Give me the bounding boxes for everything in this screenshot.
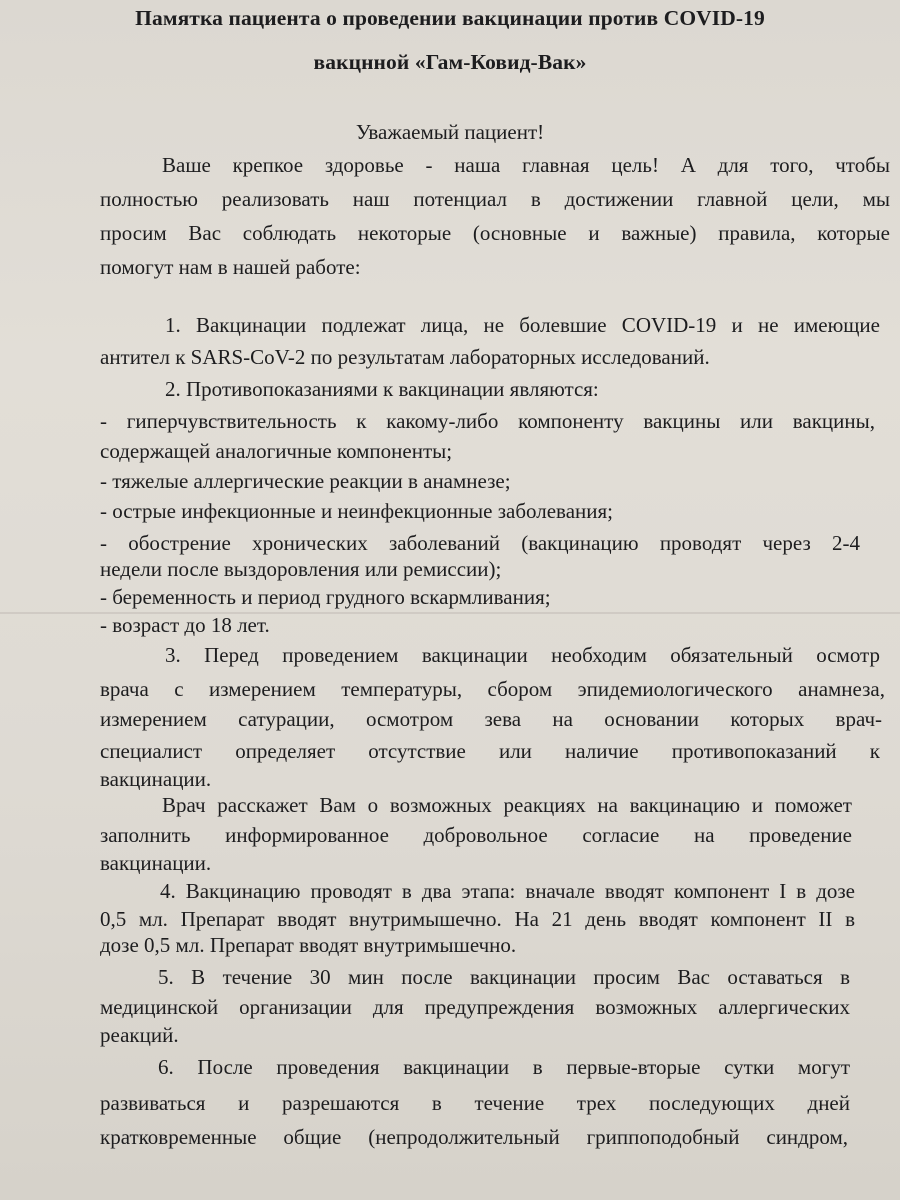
contraindication-line: содержащей аналогичные компоненты; <box>100 439 453 463</box>
item-3-line: 3. Перед проведением вакцинации необходим обязательный осмотр <box>165 643 880 667</box>
item-2-heading: 2. Противопоказаниями к вакцинации являются: <box>165 377 599 401</box>
item-1-line: антител к SARS-CoV-2 по результатам лабораторных исследований. <box>100 345 710 369</box>
doctor-line: заполнить информированное добровольное согласие на проведение <box>100 823 852 847</box>
item-4-line: 4. Вакцинацию проводят в два этапа: вначале вводят компонент I в дозе <box>160 879 855 903</box>
item-3-line: врача с измерением температуры, сбором эпидемиологического анамнеза, <box>100 677 885 701</box>
item-6-line: развиваться и разрешаются в течение трех последующих дней <box>100 1091 850 1115</box>
intro-line: помогут нам в нашей работе: <box>100 255 361 279</box>
item-6-line: кратковременные общие (непродолжительный гриппоподобный синдром, <box>100 1125 848 1149</box>
intro-line: полностью реализовать наш потенциал в достижении главной цели, мы <box>100 187 890 211</box>
item-3-line: вакцинации. <box>100 767 212 791</box>
contraindication-line: - острые инфекционные и неинфекционные заболевания; <box>100 499 613 523</box>
intro-line: Ваше крепкое здоровье - наша главная цель! А для того, чтобы <box>162 153 890 177</box>
contraindication-line: недели после выздоровления или ремиссии); <box>100 557 502 581</box>
doctor-line: вакцинации. <box>100 851 212 875</box>
contraindication-line: - тяжелые аллергические реакции в анамнезе; <box>100 469 511 493</box>
item-3-line: специалист определяет отсутствие или наличие противопоказаний к <box>100 739 880 763</box>
document-title-line-1: Памятка пациента о проведении вакцинации против COVID-19 <box>135 6 765 30</box>
item-5-line: медицинской организации для предупреждения возможных аллергических <box>100 995 850 1019</box>
contraindication-line: - обострение хронических заболеваний (вакцинацию проводят через 2-4 <box>100 531 860 555</box>
item-1-line: 1. Вакцинации подлежат лица, не болевшие COVID-19 и не имеющие <box>165 313 880 337</box>
contraindication-line: - возраст до 18 лет. <box>100 613 270 637</box>
item-6-line: 6. После проведения вакцинации в первые-вторые сутки могут <box>158 1055 850 1079</box>
doctor-line: Врач расскажет Вам о возможных реакциях на вакцинацию и поможет <box>162 793 852 817</box>
item-5-line: реакций. <box>100 1023 179 1047</box>
item-5-line: 5. В течение 30 мин после вакцинации просим Вас оставаться в <box>158 965 850 989</box>
item-3-line: измерением сатурации, осмотром зева на основании которых врач- <box>100 707 882 731</box>
document-title-line-2: вакцнной «Гам-Ковид-Вак» <box>313 50 587 74</box>
salutation: Уважаемый пациент! <box>355 120 545 144</box>
item-4-line: дозе 0,5 мл. Препарат вводят внутримышечно. <box>100 933 517 957</box>
contraindication-line: - беременность и период грудного вскармливания; <box>100 585 551 609</box>
item-4-line: 0,5 мл. Препарат вводят внутримышечно. На 21 день вводят компонент II в <box>100 907 855 931</box>
intro-line: просим Вас соблюдать некоторые (основные и важные) правила, которые <box>100 221 890 245</box>
contraindication-line: - гиперчувствительность к какому-либо компоненту вакцины или вакцины, <box>100 409 875 433</box>
